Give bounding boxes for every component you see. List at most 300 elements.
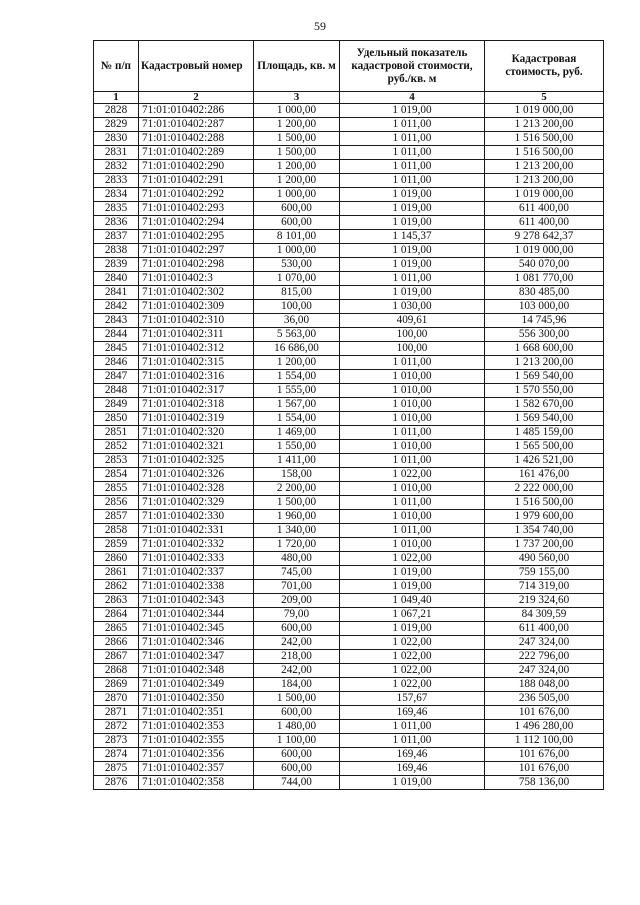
cell-cadastral-number: 71:01:010402:291 <box>139 174 254 188</box>
table-row <box>94 244 604 258</box>
cell-cadastral-number: 71:01:010402:311 <box>139 328 254 342</box>
cell-row-number: 2849 <box>94 398 139 412</box>
table-row <box>94 482 604 496</box>
cell-cadastral-cost: 1 569 540,00 <box>485 412 604 426</box>
cell-row-number: 2851 <box>94 426 139 440</box>
cell-specific-value: 100,00 <box>340 342 485 356</box>
table-row <box>94 664 604 678</box>
cell-specific-value: 1 010,00 <box>340 412 485 426</box>
cell-cadastral-number: 71:01:010402:321 <box>139 440 254 454</box>
cell-specific-value: 1 010,00 <box>340 482 485 496</box>
cell-row-number: 2863 <box>94 594 139 608</box>
cell-area: 744,00 <box>254 776 340 790</box>
cell-area: 600,00 <box>254 202 340 216</box>
cell-cadastral-cost: 1 213 200,00 <box>485 174 604 188</box>
cell-specific-value: 100,00 <box>340 328 485 342</box>
cell-cadastral-number: 71:01:010402:358 <box>139 776 254 790</box>
cell-specific-value: 1 145,37 <box>340 230 485 244</box>
cell-cadastral-cost: 714 319,00 <box>485 580 604 594</box>
cadastral-table <box>93 40 604 790</box>
cell-cadastral-cost: 1 426 521,00 <box>485 454 604 468</box>
table-row <box>94 552 604 566</box>
cell-cadastral-number: 71:01:010402:329 <box>139 496 254 510</box>
cell-row-number: 2861 <box>94 566 139 580</box>
column-number-row <box>94 92 604 104</box>
cell-cadastral-number: 71:01:010402:345 <box>139 622 254 636</box>
table-row <box>94 720 604 734</box>
cell-cadastral-cost: 1 516 500,00 <box>485 146 604 160</box>
cell-area: 1 550,00 <box>254 440 340 454</box>
cell-row-number: 2875 <box>94 762 139 776</box>
cell-row-number: 2869 <box>94 678 139 692</box>
cell-cadastral-cost: 101 676,00 <box>485 706 604 720</box>
cell-area: 1 500,00 <box>254 692 340 706</box>
cell-area: 600,00 <box>254 622 340 636</box>
cell-specific-value: 1 010,00 <box>340 370 485 384</box>
cell-area: 2 200,00 <box>254 482 340 496</box>
cell-row-number: 2856 <box>94 496 139 510</box>
cell-specific-value: 1 022,00 <box>340 664 485 678</box>
cell-cadastral-number: 71:01:010402:333 <box>139 552 254 566</box>
cell-specific-value: 157,67 <box>340 692 485 706</box>
cell-cadastral-cost: 1 737 200,00 <box>485 538 604 552</box>
cell-cadastral-cost: 1 081 770,00 <box>485 272 604 286</box>
cell-cadastral-cost: 103 000,00 <box>485 300 604 314</box>
cell-specific-value: 1 011,00 <box>340 160 485 174</box>
cell-specific-value: 1 011,00 <box>340 734 485 748</box>
cell-cadastral-number: 71:01:010402:297 <box>139 244 254 258</box>
table-row <box>94 692 604 706</box>
cell-cadastral-cost: 1 565 500,00 <box>485 440 604 454</box>
cell-specific-value: 1 049,40 <box>340 594 485 608</box>
cell-row-number: 2838 <box>94 244 139 258</box>
header-specific-value: Удельный показатель кадастровой стоимости, руб./кв. м <box>340 41 485 92</box>
cell-cadastral-number: 71:01:010402:290 <box>139 160 254 174</box>
cell-cadastral-cost: 161 476,00 <box>485 468 604 482</box>
cell-cadastral-number: 71:01:010402:347 <box>139 650 254 664</box>
cell-cadastral-cost: 1 516 500,00 <box>485 496 604 510</box>
table-row <box>94 762 604 776</box>
cell-area: 1 720,00 <box>254 538 340 552</box>
cell-cadastral-number: 71:01:010402:348 <box>139 664 254 678</box>
cell-area: 1 555,00 <box>254 384 340 398</box>
cell-area: 242,00 <box>254 664 340 678</box>
column-number: 1 <box>94 92 139 104</box>
cell-specific-value: 1 011,00 <box>340 454 485 468</box>
cell-cadastral-number: 71:01:010402:318 <box>139 398 254 412</box>
cell-area: 480,00 <box>254 552 340 566</box>
column-number: 3 <box>254 92 340 104</box>
table-row <box>94 398 604 412</box>
cell-area: 209,00 <box>254 594 340 608</box>
cell-specific-value: 169,46 <box>340 706 485 720</box>
cell-cadastral-number: 71:01:010402:357 <box>139 762 254 776</box>
cell-cadastral-number: 71:01:010402:315 <box>139 356 254 370</box>
cell-cadastral-number: 71:01:010402:3 <box>139 272 254 286</box>
cell-specific-value: 1 022,00 <box>340 552 485 566</box>
cell-cadastral-number: 71:01:010402:356 <box>139 748 254 762</box>
cell-row-number: 2854 <box>94 468 139 482</box>
cell-cadastral-number: 71:01:010402:330 <box>139 510 254 524</box>
cell-area: 36,00 <box>254 314 340 328</box>
table-row <box>94 384 604 398</box>
table-row <box>94 622 604 636</box>
cell-cadastral-number: 71:01:010402:317 <box>139 384 254 398</box>
cell-area: 1 070,00 <box>254 272 340 286</box>
cell-row-number: 2874 <box>94 748 139 762</box>
table-row <box>94 188 604 202</box>
cell-specific-value: 1 011,00 <box>340 174 485 188</box>
table-row <box>94 608 604 622</box>
cell-row-number: 2850 <box>94 412 139 426</box>
cell-cadastral-cost: 1 213 200,00 <box>485 356 604 370</box>
table-row <box>94 566 604 580</box>
cell-row-number: 2865 <box>94 622 139 636</box>
cell-row-number: 2848 <box>94 384 139 398</box>
cell-cadastral-cost: 540 070,00 <box>485 258 604 272</box>
cell-row-number: 2876 <box>94 776 139 790</box>
cell-cadastral-cost: 1 979 600,00 <box>485 510 604 524</box>
cell-area: 1 500,00 <box>254 132 340 146</box>
cell-row-number: 2855 <box>94 482 139 496</box>
cell-row-number: 2843 <box>94 314 139 328</box>
cell-cadastral-cost: 222 796,00 <box>485 650 604 664</box>
cell-cadastral-cost: 1 668 600,00 <box>485 342 604 356</box>
cell-cadastral-cost: 101 676,00 <box>485 748 604 762</box>
cell-row-number: 2868 <box>94 664 139 678</box>
cell-cadastral-cost: 236 505,00 <box>485 692 604 706</box>
cell-cadastral-number: 71:01:010402:293 <box>139 202 254 216</box>
table-row <box>94 104 604 118</box>
header-area: Площадь, кв. м <box>254 41 340 92</box>
table-row <box>94 734 604 748</box>
cell-area: 1 480,00 <box>254 720 340 734</box>
cell-cadastral-cost: 84 309,59 <box>485 608 604 622</box>
cell-cadastral-cost: 219 324,60 <box>485 594 604 608</box>
cell-specific-value: 1 011,00 <box>340 524 485 538</box>
cell-cadastral-cost: 611 400,00 <box>485 622 604 636</box>
cell-row-number: 2873 <box>94 734 139 748</box>
cell-area: 1 411,00 <box>254 454 340 468</box>
table-row <box>94 258 604 272</box>
cell-area: 8 101,00 <box>254 230 340 244</box>
cell-specific-value: 1 010,00 <box>340 398 485 412</box>
cell-area: 1 100,00 <box>254 734 340 748</box>
cell-row-number: 2836 <box>94 216 139 230</box>
cell-row-number: 2831 <box>94 146 139 160</box>
cell-area: 1 567,00 <box>254 398 340 412</box>
cell-specific-value: 1 030,00 <box>340 300 485 314</box>
cell-area: 1 200,00 <box>254 174 340 188</box>
cell-row-number: 2829 <box>94 118 139 132</box>
cell-area: 745,00 <box>254 566 340 580</box>
cell-area: 79,00 <box>254 608 340 622</box>
cell-area: 1 500,00 <box>254 496 340 510</box>
cell-cadastral-cost: 611 400,00 <box>485 202 604 216</box>
cell-cadastral-number: 71:01:010402:353 <box>139 720 254 734</box>
cell-cadastral-cost: 1 112 100,00 <box>485 734 604 748</box>
cell-cadastral-number: 71:01:010402:287 <box>139 118 254 132</box>
table-row <box>94 440 604 454</box>
cell-area: 100,00 <box>254 300 340 314</box>
cell-area: 218,00 <box>254 650 340 664</box>
cell-area: 158,00 <box>254 468 340 482</box>
cell-specific-value: 1 010,00 <box>340 384 485 398</box>
cell-cadastral-cost: 14 745,96 <box>485 314 604 328</box>
table-row <box>94 678 604 692</box>
cell-row-number: 2840 <box>94 272 139 286</box>
header-cadastral-number: Кадастровый номер <box>139 41 254 92</box>
cell-cadastral-number: 71:01:010402:326 <box>139 468 254 482</box>
cell-cadastral-cost: 759 155,00 <box>485 566 604 580</box>
cell-cadastral-cost: 1 019 000,00 <box>485 244 604 258</box>
cell-cadastral-cost: 1 354 740,00 <box>485 524 604 538</box>
table-row <box>94 748 604 762</box>
cell-row-number: 2841 <box>94 286 139 300</box>
cell-specific-value: 1 022,00 <box>340 650 485 664</box>
table-row <box>94 216 604 230</box>
cell-cadastral-number: 71:01:010402:292 <box>139 188 254 202</box>
cell-specific-value: 1 019,00 <box>340 202 485 216</box>
cell-cadastral-cost: 2 222 000,00 <box>485 482 604 496</box>
cell-area: 242,00 <box>254 636 340 650</box>
cell-cadastral-number: 71:01:010402:349 <box>139 678 254 692</box>
table-row <box>94 328 604 342</box>
cell-cadastral-cost: 1 570 550,00 <box>485 384 604 398</box>
cell-cadastral-number: 71:01:010402:325 <box>139 454 254 468</box>
cell-cadastral-number: 71:01:010402:294 <box>139 216 254 230</box>
cell-cadastral-cost: 1 019 000,00 <box>485 104 604 118</box>
cell-specific-value: 1 010,00 <box>340 440 485 454</box>
cell-area: 530,00 <box>254 258 340 272</box>
cell-row-number: 2853 <box>94 454 139 468</box>
cell-area: 1 960,00 <box>254 510 340 524</box>
cell-specific-value: 1 022,00 <box>340 678 485 692</box>
cell-cadastral-number: 71:01:010402:320 <box>139 426 254 440</box>
cell-specific-value: 1 011,00 <box>340 272 485 286</box>
cell-cadastral-cost: 1 569 540,00 <box>485 370 604 384</box>
table-row <box>94 538 604 552</box>
cell-cadastral-cost: 9 278 642,37 <box>485 230 604 244</box>
table-row <box>94 636 604 650</box>
cell-area: 600,00 <box>254 706 340 720</box>
cell-row-number: 2864 <box>94 608 139 622</box>
cell-cadastral-cost: 556 300,00 <box>485 328 604 342</box>
cell-cadastral-cost: 758 136,00 <box>485 776 604 790</box>
cell-cadastral-number: 71:01:010402:288 <box>139 132 254 146</box>
table-row <box>94 356 604 370</box>
cell-row-number: 2828 <box>94 104 139 118</box>
cell-cadastral-cost: 1 019 000,00 <box>485 188 604 202</box>
cell-cadastral-cost: 1 582 670,00 <box>485 398 604 412</box>
column-number: 4 <box>340 92 485 104</box>
table-row <box>94 300 604 314</box>
cell-row-number: 2866 <box>94 636 139 650</box>
cell-specific-value: 1 019,00 <box>340 286 485 300</box>
table-row <box>94 580 604 594</box>
table-row <box>94 272 604 286</box>
cell-specific-value: 169,46 <box>340 748 485 762</box>
cell-area: 1 340,00 <box>254 524 340 538</box>
cell-area: 1 000,00 <box>254 244 340 258</box>
table-row <box>94 314 604 328</box>
table-row <box>94 524 604 538</box>
column-number: 5 <box>485 92 604 104</box>
cell-specific-value: 1 019,00 <box>340 622 485 636</box>
cell-specific-value: 1 019,00 <box>340 566 485 580</box>
cell-area: 1 554,00 <box>254 370 340 384</box>
cell-specific-value: 1 011,00 <box>340 720 485 734</box>
cell-specific-value: 1 019,00 <box>340 216 485 230</box>
cell-cadastral-cost: 247 324,00 <box>485 636 604 650</box>
cell-cadastral-number: 71:01:010402:351 <box>139 706 254 720</box>
cell-row-number: 2852 <box>94 440 139 454</box>
cell-row-number: 2871 <box>94 706 139 720</box>
cell-cadastral-number: 71:01:010402:298 <box>139 258 254 272</box>
cell-area: 1 000,00 <box>254 104 340 118</box>
table-row <box>94 468 604 482</box>
cell-area: 1 200,00 <box>254 160 340 174</box>
cell-cadastral-cost: 1 213 200,00 <box>485 118 604 132</box>
cell-cadastral-cost: 830 485,00 <box>485 286 604 300</box>
cell-row-number: 2842 <box>94 300 139 314</box>
cell-cadastral-number: 71:01:010402:350 <box>139 692 254 706</box>
table-row <box>94 426 604 440</box>
cell-cadastral-number: 71:01:010402:355 <box>139 734 254 748</box>
cell-cadastral-number: 71:01:010402:338 <box>139 580 254 594</box>
cell-specific-value: 1 019,00 <box>340 244 485 258</box>
cell-cadastral-number: 71:01:010402:319 <box>139 412 254 426</box>
cell-area: 600,00 <box>254 216 340 230</box>
table-row <box>94 132 604 146</box>
cell-cadastral-number: 71:01:010402:316 <box>139 370 254 384</box>
table-row <box>94 202 604 216</box>
cell-cadastral-number: 71:01:010402:312 <box>139 342 254 356</box>
cell-area: 1 554,00 <box>254 412 340 426</box>
cell-specific-value: 1 010,00 <box>340 510 485 524</box>
table-row <box>94 118 604 132</box>
table-row <box>94 174 604 188</box>
table-row <box>94 776 604 790</box>
cell-cadastral-cost: 1 213 200,00 <box>485 160 604 174</box>
cell-row-number: 2857 <box>94 510 139 524</box>
cell-specific-value: 1 011,00 <box>340 146 485 160</box>
cell-cadastral-cost: 188 048,00 <box>485 678 604 692</box>
cell-row-number: 2862 <box>94 580 139 594</box>
table-row <box>94 706 604 720</box>
cell-cadastral-number: 71:01:010402:337 <box>139 566 254 580</box>
cell-row-number: 2867 <box>94 650 139 664</box>
cell-cadastral-cost: 1 516 500,00 <box>485 132 604 146</box>
cell-area: 1 469,00 <box>254 426 340 440</box>
cell-cadastral-cost: 247 324,00 <box>485 664 604 678</box>
table-row <box>94 160 604 174</box>
cell-specific-value: 169,46 <box>340 762 485 776</box>
cell-cadastral-number: 71:01:010402:344 <box>139 608 254 622</box>
cell-area: 600,00 <box>254 748 340 762</box>
cell-cadastral-cost: 101 676,00 <box>485 762 604 776</box>
cell-row-number: 2846 <box>94 356 139 370</box>
cell-cadastral-number: 71:01:010402:310 <box>139 314 254 328</box>
cell-area: 815,00 <box>254 286 340 300</box>
table-header <box>94 41 604 92</box>
cell-area: 1 200,00 <box>254 356 340 370</box>
cell-row-number: 2834 <box>94 188 139 202</box>
cell-row-number: 2844 <box>94 328 139 342</box>
cell-row-number: 2845 <box>94 342 139 356</box>
cell-row-number: 2870 <box>94 692 139 706</box>
cell-specific-value: 1 022,00 <box>340 468 485 482</box>
cell-specific-value: 1 011,00 <box>340 132 485 146</box>
cell-specific-value: 1 019,00 <box>340 258 485 272</box>
cell-area: 1 500,00 <box>254 146 340 160</box>
table-row <box>94 146 604 160</box>
cell-specific-value: 1 022,00 <box>340 636 485 650</box>
cell-specific-value: 1 011,00 <box>340 356 485 370</box>
cell-row-number: 2830 <box>94 132 139 146</box>
cell-specific-value: 1 011,00 <box>340 118 485 132</box>
table-row <box>94 230 604 244</box>
cell-specific-value: 1 067,21 <box>340 608 485 622</box>
cell-row-number: 2858 <box>94 524 139 538</box>
header-no: № п/п <box>94 41 139 92</box>
page-number: 59 <box>314 19 326 33</box>
cell-area: 1 200,00 <box>254 118 340 132</box>
cell-area: 701,00 <box>254 580 340 594</box>
cell-area: 600,00 <box>254 762 340 776</box>
cell-row-number: 2835 <box>94 202 139 216</box>
cell-area: 5 563,00 <box>254 328 340 342</box>
cell-cadastral-cost: 1 496 280,00 <box>485 720 604 734</box>
table-body <box>94 92 604 790</box>
table-row <box>94 650 604 664</box>
table-row <box>94 342 604 356</box>
cell-specific-value: 1 010,00 <box>340 538 485 552</box>
cell-row-number: 2833 <box>94 174 139 188</box>
cell-row-number: 2859 <box>94 538 139 552</box>
cell-cadastral-number: 71:01:010402:328 <box>139 482 254 496</box>
table-row <box>94 594 604 608</box>
cell-row-number: 2839 <box>94 258 139 272</box>
cell-cadastral-number: 71:01:010402:286 <box>139 104 254 118</box>
table-row <box>94 370 604 384</box>
cell-specific-value: 1 011,00 <box>340 496 485 510</box>
cell-area: 16 686,00 <box>254 342 340 356</box>
cell-specific-value: 1 019,00 <box>340 580 485 594</box>
cell-cadastral-cost: 1 485 159,00 <box>485 426 604 440</box>
cell-cadastral-number: 71:01:010402:302 <box>139 286 254 300</box>
column-number: 2 <box>139 92 254 104</box>
cell-row-number: 2847 <box>94 370 139 384</box>
cell-cadastral-cost: 490 560,00 <box>485 552 604 566</box>
cell-specific-value: 409,61 <box>340 314 485 328</box>
table-row <box>94 510 604 524</box>
cell-cadastral-number: 71:01:010402:343 <box>139 594 254 608</box>
cell-row-number: 2860 <box>94 552 139 566</box>
cell-cadastral-number: 71:01:010402:295 <box>139 230 254 244</box>
cell-specific-value: 1 019,00 <box>340 188 485 202</box>
cell-cadastral-number: 71:01:010402:289 <box>139 146 254 160</box>
table-row <box>94 412 604 426</box>
cell-area: 1 000,00 <box>254 188 340 202</box>
cell-cadastral-number: 71:01:010402:346 <box>139 636 254 650</box>
header-cadastral-cost: Кадастровая стоимость, руб. <box>485 41 604 92</box>
cell-specific-value: 1 019,00 <box>340 104 485 118</box>
cell-cadastral-cost: 611 400,00 <box>485 216 604 230</box>
cell-cadastral-number: 71:01:010402:332 <box>139 538 254 552</box>
cell-specific-value: 1 019,00 <box>340 776 485 790</box>
table-row <box>94 496 604 510</box>
